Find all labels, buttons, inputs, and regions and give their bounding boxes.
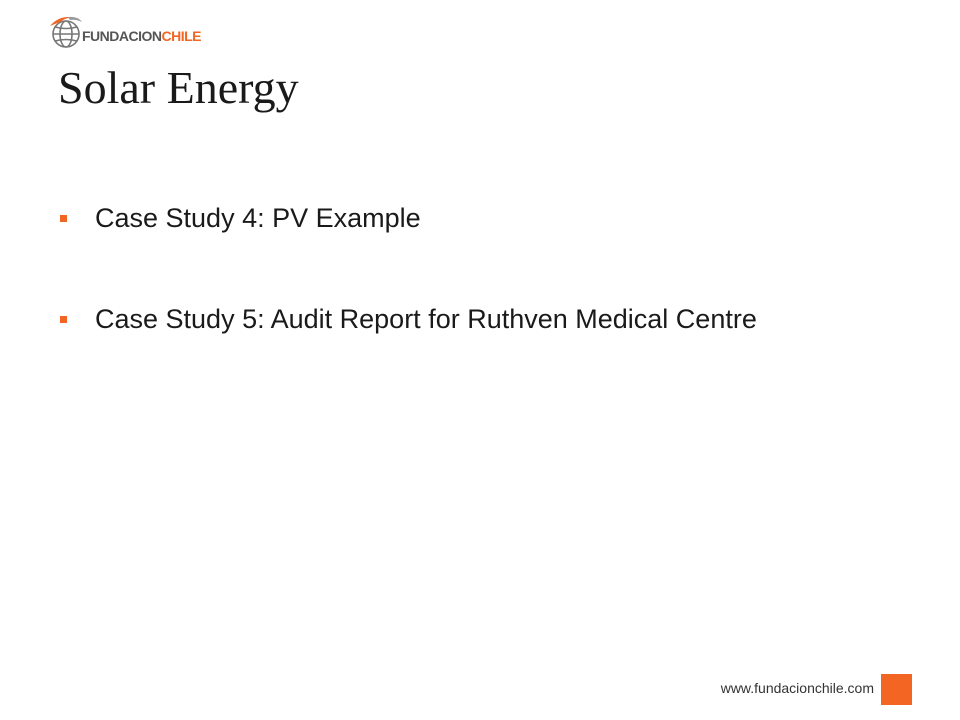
footer-website-link[interactable]: www.fundacionchile.com bbox=[720, 680, 874, 696]
bullet-list bbox=[58, 200, 858, 402]
square-bullet-icon bbox=[60, 215, 67, 222]
globe-swirl-icon bbox=[46, 12, 86, 52]
logo-text bbox=[82, 29, 201, 43]
bullet-text: Case Study 4: PV Example bbox=[95, 203, 421, 233]
logo-word-fundacion: FUNDACION bbox=[82, 28, 162, 44]
slide-title: Solar Energy bbox=[58, 62, 299, 113]
footer-orange-square bbox=[881, 674, 912, 705]
bullet-item bbox=[58, 200, 858, 237]
square-bullet-icon bbox=[60, 316, 67, 323]
logo-word-chile: CHILE bbox=[161, 28, 201, 44]
bullet-text: Case Study 5: Audit Report for Ruthven Medical Centre bbox=[95, 304, 757, 334]
fundacion-chile-logo bbox=[46, 12, 201, 52]
bullet-item bbox=[58, 301, 858, 338]
